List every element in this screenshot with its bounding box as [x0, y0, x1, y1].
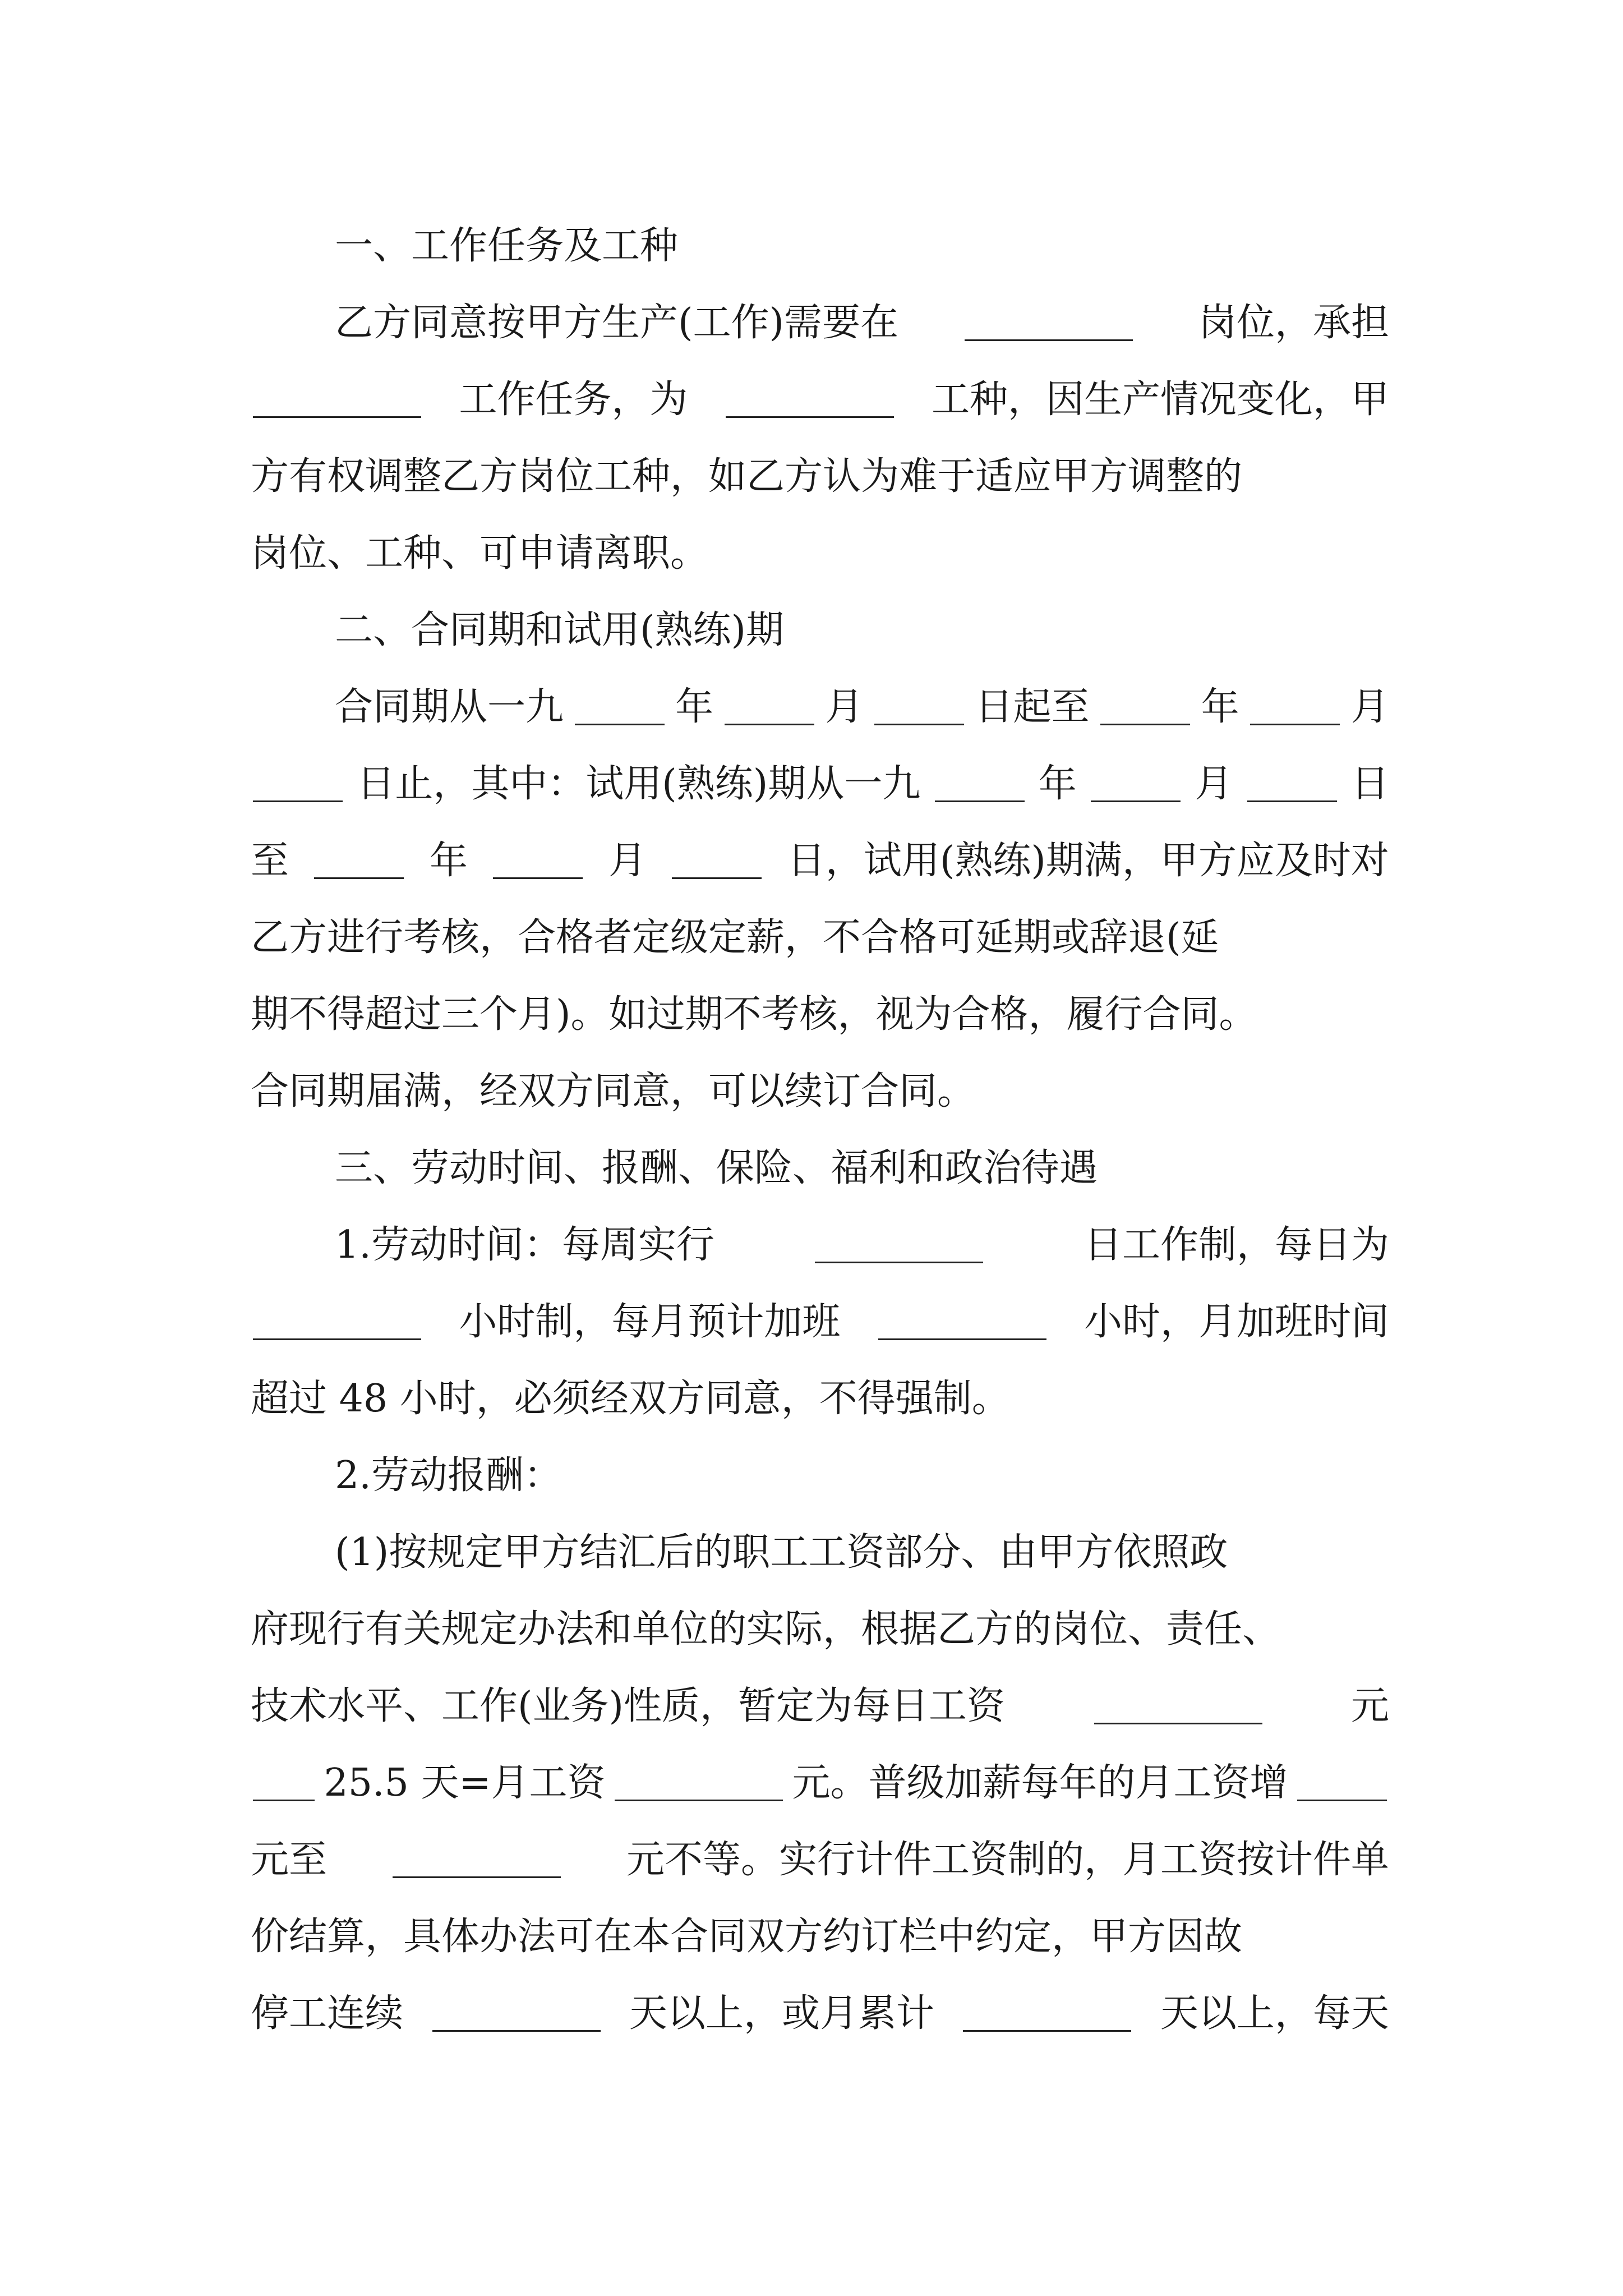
- text-segment: 乙方同意按甲方生产(工作)需要在: [335, 301, 899, 345]
- text-segment: 岗位，承担: [1198, 301, 1389, 345]
- blank-field: [393, 1842, 561, 1878]
- blank-field: [253, 381, 421, 418]
- text-segment: 价结算，具体办法可在本合同双方约订栏中约定，甲方因故: [251, 1915, 1243, 1959]
- section-heading: [251, 592, 1389, 669]
- blank-field: [878, 1304, 1046, 1340]
- blank-field: [253, 1765, 315, 1801]
- blank-field: [575, 689, 665, 725]
- section-heading: [251, 208, 1389, 284]
- text-segment: 至: [251, 839, 289, 883]
- blank-field: [432, 1995, 601, 2032]
- text-segment: 1.劳动时间：每周实行: [335, 1223, 714, 1267]
- text-segment: 方有权调整乙方岗位工种，如乙方认为难于适应甲方调整的: [251, 454, 1243, 499]
- text-segment: 小时制，每月预计加班: [459, 1300, 841, 1344]
- text-segment: 日: [1350, 762, 1389, 806]
- text-segment: 年: [675, 685, 714, 729]
- paragraph-line: [251, 746, 1389, 822]
- blank-field: [725, 689, 814, 725]
- paragraph-line: [251, 822, 1389, 899]
- text-segment: 日工作制，每日为: [1083, 1223, 1389, 1267]
- blank-field: [1091, 766, 1181, 802]
- text-segment: (1)按规定甲方结汇后的职工工资部分、由甲方依照政: [335, 1530, 1228, 1575]
- text-segment: 岗位、工种、可申请离职。: [251, 531, 709, 576]
- text-segment: 一、工作任务及工种: [335, 224, 679, 268]
- text-segment: 合同期从一九: [335, 685, 564, 729]
- text-segment: 月: [825, 685, 864, 729]
- blank-field: [672, 843, 762, 879]
- paragraph-line: [251, 284, 1389, 361]
- blank-field: [1247, 766, 1337, 802]
- paragraph-line: [251, 1053, 1389, 1130]
- blank-field: [935, 766, 1025, 802]
- blank-field: [253, 766, 343, 802]
- text-segment: 月: [1350, 685, 1389, 729]
- text-segment: 工种，因生产情况变化，甲: [931, 378, 1389, 422]
- blank-field: [815, 1227, 983, 1263]
- paragraph-line: [251, 1668, 1389, 1745]
- blank-field: [726, 381, 894, 418]
- blank-field: [314, 843, 404, 879]
- subsection-heading: [251, 1437, 1389, 1514]
- paragraph-line: [251, 515, 1389, 592]
- blank-field: [1100, 689, 1190, 725]
- blank-field: [874, 689, 964, 725]
- blank-field: [253, 1304, 421, 1340]
- text-segment: 日止，其中：试用(熟练)期从一九: [357, 762, 921, 806]
- text-segment: 三、劳动时间、报酬、保险、福利和政治待遇: [335, 1146, 1098, 1190]
- text-segment: 元。普级加薪每年的月工资增: [792, 1761, 1288, 1805]
- text-segment: 月: [1195, 762, 1233, 806]
- paragraph-line: [251, 899, 1389, 976]
- text-segment: 乙方进行考核，合格者定级定薪，不合格可延期或辞退(延: [251, 915, 1219, 960]
- text-segment: 天以上，每天: [1160, 1991, 1389, 2036]
- text-segment: 期不得超过三个月)。如过期不考核，视为合格，履行合同。: [251, 992, 1257, 1037]
- text-segment: 元不等。实行计件工资制的，月工资按计件单: [626, 1838, 1389, 1882]
- blank-field: [1297, 1765, 1387, 1801]
- text-segment: 天以上，或月累计: [629, 1991, 934, 2036]
- paragraph-line: [251, 1207, 1389, 1283]
- text-segment: 月: [608, 839, 647, 883]
- blank-field: [965, 305, 1133, 341]
- paragraph-line: [251, 1898, 1389, 1975]
- text-segment: 技术水平、工作(业务)性质，暂定为每日工资: [251, 1684, 1006, 1728]
- text-segment: 年: [1038, 762, 1077, 806]
- paragraph-line: [251, 361, 1389, 438]
- text-segment: 停工连续: [251, 1991, 404, 2036]
- blank-field: [493, 843, 583, 879]
- paragraph-line: [251, 1514, 1389, 1591]
- text-segment: 府现行有关规定办法和单位的实际，根据乙方的岗位、责任、: [251, 1607, 1281, 1651]
- paragraph-line: [251, 669, 1389, 746]
- paragraph-line: [251, 1591, 1389, 1668]
- text-segment: 日，试用(熟练)期满，甲方应及时对: [787, 839, 1389, 883]
- paragraph-line: [251, 1975, 1389, 2052]
- text-segment: 年: [429, 839, 468, 883]
- text-segment: 元: [1350, 1684, 1389, 1728]
- text-segment: 合同期届满，经双方同意，可以续订合同。: [251, 1069, 976, 1114]
- paragraph-line: [251, 1360, 1389, 1437]
- section-heading: [251, 1130, 1389, 1207]
- paragraph-line: [251, 1283, 1389, 1360]
- blank-field: [615, 1765, 783, 1801]
- paragraph-line: [251, 438, 1389, 515]
- text-segment: 日起至: [975, 685, 1090, 729]
- text-segment: 小时，月加班时间: [1083, 1300, 1389, 1344]
- paragraph-line: [251, 1821, 1389, 1898]
- text-segment: 二、合同期和试用(熟练)期: [335, 608, 785, 652]
- paragraph-line: [251, 976, 1389, 1053]
- blank-field: [1250, 689, 1340, 725]
- paragraph-line: [251, 1745, 1389, 1821]
- text-segment: 超过 48 小时，必须经双方同意，不得强制。: [251, 1377, 1010, 1421]
- text-segment: 25.5 天=月工资: [324, 1761, 606, 1805]
- contract-text: [251, 208, 1389, 2052]
- text-segment: 年: [1201, 685, 1239, 729]
- text-segment: 工作任务，为: [459, 378, 688, 422]
- text-segment: 2.劳动报酬：: [335, 1453, 562, 1498]
- blank-field: [963, 1995, 1131, 2032]
- blank-field: [1094, 1688, 1262, 1724]
- text-segment: 元至: [251, 1838, 328, 1882]
